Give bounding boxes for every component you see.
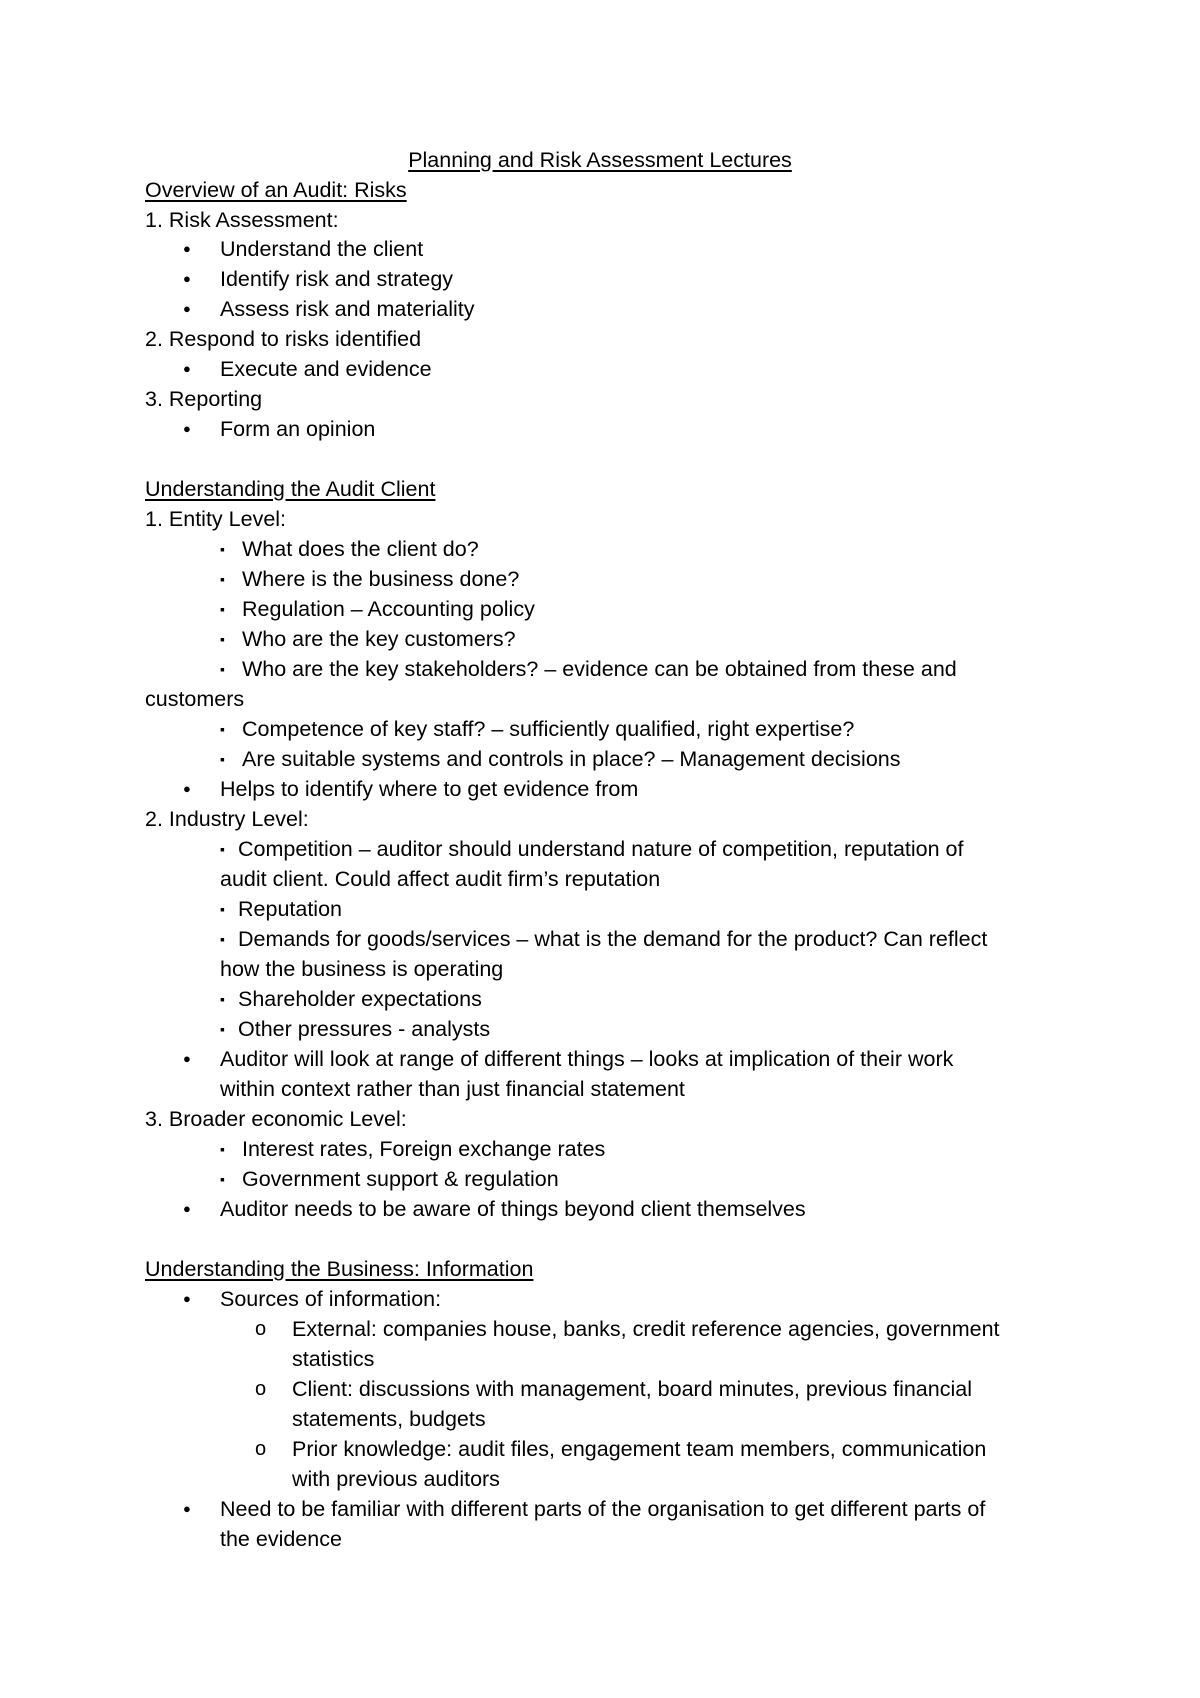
bullet-item: ● Auditor needs to be aware of things beyond client themselves bbox=[183, 1194, 1083, 1224]
square-bullet-icon: ▪ bbox=[220, 751, 225, 767]
circle-bullet-item: o External: companies house, banks, credit reference agencies, government bbox=[255, 1314, 1000, 1344]
bullet-item: ● Need to be familiar with different parts of the organisation to get different parts of bbox=[183, 1494, 1083, 1524]
square-bullet-icon: ▪ bbox=[220, 1171, 225, 1187]
circle-bullet-item: o Client: discussions with management, board minutes, previous financial bbox=[255, 1374, 972, 1404]
bullet-icon: ● bbox=[183, 301, 191, 316]
square-bullet-icon: ▪ bbox=[220, 1021, 225, 1037]
section-heading-overview: Overview of an Audit: Risks bbox=[145, 178, 407, 202]
bullet-icon: ● bbox=[183, 421, 191, 436]
square-bullet-item: ▪ Competence of key staff? – sufficiently qualified, right expertise? bbox=[220, 714, 854, 744]
square-bullet-item: ▪ Competition – auditor should understand nature of competition, reputation of bbox=[220, 834, 964, 864]
bullet-icon: ● bbox=[183, 361, 191, 376]
bullet-item: ● Form an opinion bbox=[183, 414, 1083, 444]
square-bullet-item: ▪ Other pressures - analysts bbox=[220, 1014, 490, 1044]
bullet-item: ● Execute and evidence bbox=[183, 354, 1083, 384]
square-bullet-icon: ▪ bbox=[220, 901, 225, 917]
square-bullet-icon: ▪ bbox=[220, 721, 225, 737]
bullet-icon: ● bbox=[183, 241, 191, 256]
square-bullet-item: ▪ Who are the key customers? bbox=[220, 624, 516, 654]
wrapped-line: with previous auditors bbox=[292, 1467, 500, 1491]
square-bullet-icon: ▪ bbox=[220, 991, 225, 1007]
numbered-item: 1. Entity Level: bbox=[145, 507, 287, 531]
wrapped-line: customers bbox=[145, 687, 245, 711]
bullet-item: ● Sources of information: bbox=[183, 1284, 1083, 1314]
numbered-item: 2. Industry Level: bbox=[145, 807, 309, 831]
bullet-icon: ● bbox=[183, 1501, 191, 1516]
numbered-item: 3. Broader economic Level: bbox=[145, 1107, 407, 1131]
square-bullet-item: ▪ Shareholder expectations bbox=[220, 984, 482, 1014]
bullet-item: ● Helps to identify where to get evidence from bbox=[183, 774, 1083, 804]
circle-bullet-icon: o bbox=[255, 1378, 267, 1400]
square-bullet-item: ▪ Interest rates, Foreign exchange rates bbox=[220, 1134, 605, 1164]
bullet-icon: ● bbox=[183, 271, 191, 286]
circle-bullet-item: o Prior knowledge: audit files, engagement team members, communication bbox=[255, 1434, 986, 1464]
bullet-icon: ● bbox=[183, 1201, 191, 1216]
bullet-item: ● Assess risk and materiality bbox=[183, 294, 1083, 324]
bullet-item: ● Understand the client bbox=[183, 234, 1083, 264]
wrapped-line: statements, budgets bbox=[292, 1407, 486, 1431]
bullet-icon: ● bbox=[183, 1051, 191, 1066]
square-bullet-item: ▪ Regulation – Accounting policy bbox=[220, 594, 535, 624]
square-bullet-item: ▪ Are suitable systems and controls in place? – Management decisions bbox=[220, 744, 901, 774]
square-bullet-icon: ▪ bbox=[220, 1141, 225, 1157]
square-bullet-icon: ▪ bbox=[220, 541, 225, 557]
square-bullet-item: ▪ Who are the key stakeholders? – evidence can be obtained from these and bbox=[220, 654, 957, 684]
bullet-item: ● Auditor will look at range of different things – looks at implication of their work bbox=[183, 1044, 1083, 1074]
bullet-icon: ● bbox=[183, 781, 191, 796]
wrapped-line: the evidence bbox=[220, 1527, 342, 1551]
square-bullet-icon: ▪ bbox=[220, 661, 225, 677]
numbered-item: 1. Risk Assessment: bbox=[145, 208, 339, 232]
square-bullet-item: ▪ What does the client do? bbox=[220, 534, 479, 564]
section-heading-business-information: Understanding the Business: Information bbox=[145, 1257, 534, 1281]
numbered-item: 3. Reporting bbox=[145, 387, 263, 411]
numbered-item: 2. Respond to risks identified bbox=[145, 327, 422, 351]
square-bullet-icon: ▪ bbox=[220, 631, 225, 647]
square-bullet-item: ▪ Reputation bbox=[220, 894, 342, 924]
wrapped-line: how the business is operating bbox=[220, 957, 504, 981]
circle-bullet-icon: o bbox=[255, 1438, 267, 1460]
square-bullet-icon: ▪ bbox=[220, 571, 225, 587]
document-title: Planning and Risk Assessment Lectures bbox=[408, 148, 792, 172]
square-bullet-icon: ▪ bbox=[220, 841, 225, 857]
bullet-icon: ● bbox=[183, 1291, 191, 1306]
square-bullet-item: ▪ Where is the business done? bbox=[220, 564, 519, 594]
wrapped-line: statistics bbox=[292, 1347, 375, 1371]
wrapped-line: audit client. Could affect audit firm’s reputation bbox=[220, 867, 661, 891]
section-heading-audit-client: Understanding the Audit Client bbox=[145, 477, 436, 501]
square-bullet-icon: ▪ bbox=[220, 931, 225, 947]
square-bullet-item: ▪ Demands for goods/services – what is the demand for the product? Can reflect bbox=[220, 924, 987, 954]
square-bullet-icon: ▪ bbox=[220, 601, 225, 617]
square-bullet-item: ▪ Government support & regulation bbox=[220, 1164, 559, 1194]
wrapped-line: within context rather than just financial statement bbox=[220, 1077, 685, 1101]
bullet-item: ● Identify risk and strategy bbox=[183, 264, 1083, 294]
circle-bullet-icon: o bbox=[255, 1318, 267, 1340]
